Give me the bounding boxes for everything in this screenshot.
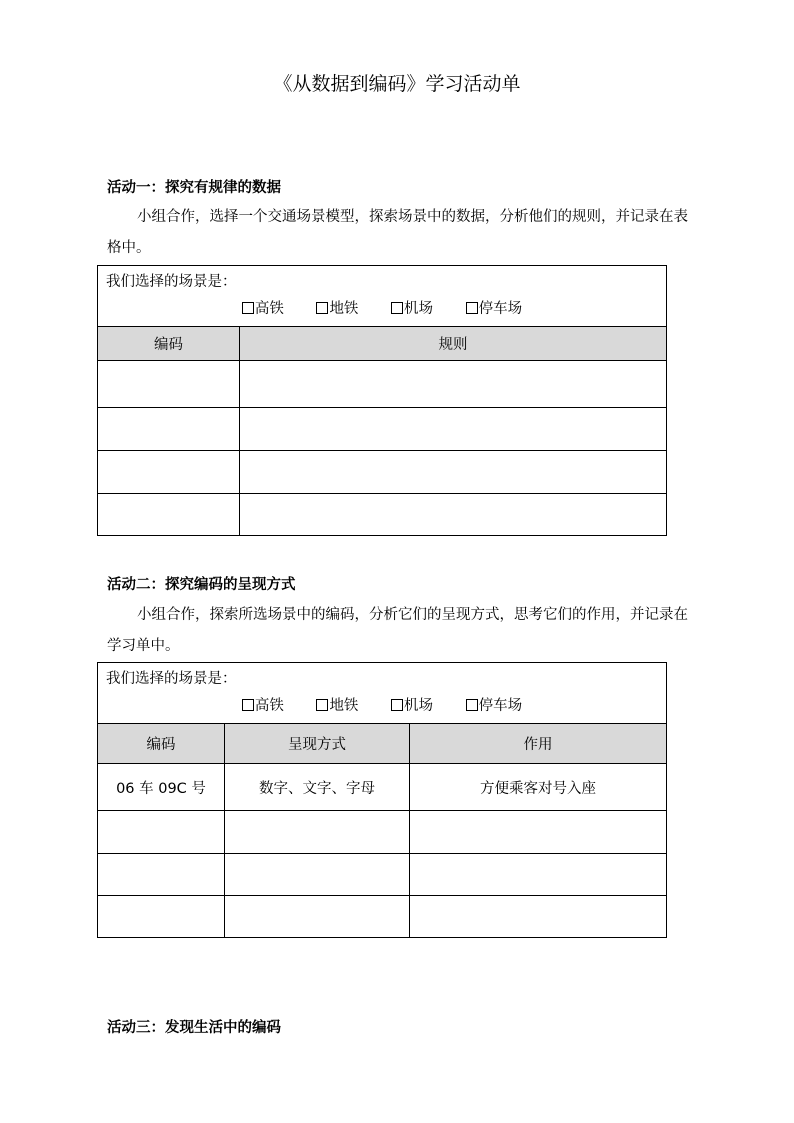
scene-label: 我们选择的场景是： [106, 274, 237, 290]
option-airport[interactable]: 机场 [391, 696, 433, 716]
table-row [98, 854, 667, 896]
cell-code[interactable] [98, 811, 225, 854]
cell-code[interactable] [98, 361, 240, 408]
cell-rule[interactable] [240, 408, 667, 451]
table-row [98, 361, 667, 408]
cell-purpose[interactable]: 方便乘客对号入座 [410, 764, 667, 811]
cell-code[interactable] [98, 451, 240, 494]
cell-code[interactable] [98, 854, 225, 896]
table-row [98, 811, 667, 854]
cell-purpose[interactable] [410, 854, 667, 896]
cell-purpose[interactable] [410, 811, 667, 854]
page-title: 《从数据到编码》学习活动单 [273, 73, 521, 95]
cell-code[interactable] [98, 494, 240, 536]
activity2-paragraph: 小组合作，探索所选场景中的编码，分析它们的呈现方式，思考它们的作用，并记录在学习单中。 [107, 607, 688, 654]
header-purpose: 作用 [410, 724, 667, 764]
cell-code[interactable] [98, 408, 240, 451]
activity2-table [97, 662, 667, 938]
header-code: 编码 [98, 327, 240, 361]
cell-presentation[interactable] [225, 896, 410, 938]
option-subway[interactable]: 地铁 [316, 696, 358, 716]
option-subway[interactable]: 地铁 [316, 299, 358, 319]
checkbox-icon[interactable] [316, 699, 328, 711]
cell-code[interactable] [98, 896, 225, 938]
cell-presentation[interactable]: 数字、文字、字母 [225, 764, 410, 811]
checkbox-icon[interactable] [316, 302, 328, 314]
scene-label: 我们选择的场景是： [106, 671, 237, 687]
table-row [98, 494, 667, 536]
activity3-heading: 活动三：发现生活中的编码 [107, 1020, 281, 1036]
option-parking[interactable]: 停车场 [466, 696, 523, 716]
table-row [98, 451, 667, 494]
activity1-heading: 活动一：探究有规律的数据 [107, 180, 281, 196]
table-row [98, 764, 667, 811]
header-rule: 规则 [240, 327, 667, 361]
option-airport[interactable]: 机场 [391, 299, 433, 319]
header-presentation: 呈现方式 [225, 724, 410, 764]
table-row [98, 896, 667, 938]
cell-rule[interactable] [240, 494, 667, 536]
cell-rule[interactable] [240, 451, 667, 494]
checkbox-icon[interactable] [242, 699, 254, 711]
cell-code[interactable]: 06 车 09C 号 [98, 764, 225, 811]
scene-selector [98, 266, 667, 327]
cell-presentation[interactable] [225, 854, 410, 896]
cell-rule[interactable] [240, 361, 667, 408]
option-parking[interactable]: 停车场 [466, 299, 523, 319]
checkbox-icon[interactable] [391, 302, 403, 314]
checkbox-icon[interactable] [391, 699, 403, 711]
activity1-paragraph: 小组合作，选择一个交通场景模型，探索场景中的数据，分析他们的规则，并记录在表格中。 [107, 209, 688, 256]
cell-presentation[interactable] [225, 811, 410, 854]
cell-purpose[interactable] [410, 896, 667, 938]
header-code: 编码 [98, 724, 225, 764]
table-row [98, 408, 667, 451]
option-high-speed-rail[interactable]: 高铁 [242, 299, 284, 319]
checkbox-icon[interactable] [466, 302, 478, 314]
option-high-speed-rail[interactable]: 高铁 [242, 696, 284, 716]
activity1-table [97, 265, 667, 536]
checkbox-icon[interactable] [466, 699, 478, 711]
scene-selector [98, 663, 667, 724]
checkbox-icon[interactable] [242, 302, 254, 314]
activity2-heading: 活动二：探究编码的呈现方式 [107, 577, 296, 593]
